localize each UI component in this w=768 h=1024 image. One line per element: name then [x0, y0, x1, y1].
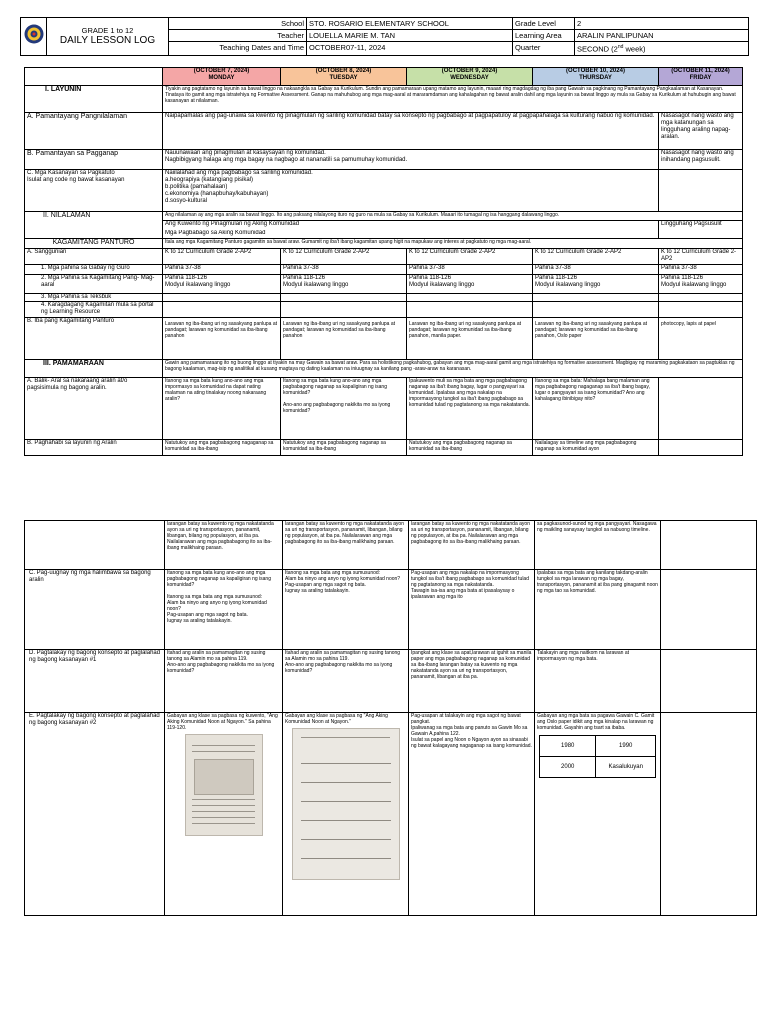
- balik-aral-fri: [659, 378, 743, 440]
- gabay-guro-label: 1. Mga pahina sa Gabay ng Guro: [25, 265, 163, 275]
- balik-aral-wed: Ipakuwento muli sa mga bata ang mga pagbabagong naganap sa iba't ibang bagay, lugar o pangyayari sa komunidad. Ipalabas ang mga nakalap na impormasyong tungkol sa iba't ibang pagbabago sa komunidad tulad ng pagtatanong sa mga nakatatanda.: [407, 378, 533, 440]
- iba-pang-kagamitan-wed: Larawan ng iba-ibang uri ng sasakyang panlupa at pandagat; larawan ng komunidad sa iba-ibang panahon, manila paper.: [407, 318, 533, 360]
- timeline-chart: [539, 735, 656, 778]
- paghahabi-mon: Natutukoy ang mga pagbabagong nagaganap sa komunidad sa iba-ibang: [163, 440, 281, 456]
- pag-uugnay-fri: [661, 570, 757, 650]
- layunin-label: I. LAYUNIN: [25, 86, 163, 113]
- kasanayan-friday: [659, 170, 743, 212]
- pagtalakay-2-fri: [661, 713, 757, 916]
- quarter-label: Quarter: [513, 42, 575, 56]
- nilalaman-topic-2: Mga Pagbabago sa Aking Komunidad: [163, 230, 659, 239]
- sanggunian-wed: K to 12 Curriculum Grade 2-AP2: [407, 249, 533, 265]
- worksheet-photo: [292, 728, 400, 880]
- kagamitang-mag-aaral-thu: Pahina 118-126 Modyul ikalawang linggo: [533, 275, 659, 294]
- kasanayan-text: Naiilalahad ang mga pagbabago sa sariling komunidad. a.heograpiya (katangiang pisikal) b.politika (pamahalaan) c.ekonomiya (hanapbuhay/kabuhayan) d.sosyo-kultural: [163, 170, 659, 212]
- kasanayan-label: C. Mga Kasanayan sa Pagkatuto Isulat ang code ng bawat kasanayan: [25, 170, 163, 212]
- balik-aral-thu: Itanong sa mga bata: Mahalaga bang malaman ang mga pagbabagong nagaganap sa iba't ibang bagay, lugar o pangyayari sa isang komunidad? Ano ang kahalagang ibinibigay nito?: [533, 378, 659, 440]
- pamantayang-pangnilalaman-friday: Nasasagot nang wasto ang mga katanungan sa lingguhang araling napag-aralan.: [659, 113, 743, 150]
- layunin-text: Tiyakin ang pagtatamo ng layunin sa bawat linggo na nakaangkla sa Gabay sa Kurikulum. Sundin ang pamamaraan upang matamo ang layunin, maaari ring magdagdag ng iba pang Gawain sa pagkinang ng Pamantayang Pangkaalaman at Kasanayan. Tinataya ito gamit ang mga istratehiya ng Formative Assessment. Ganap na mahuhubog ang mga mag-aaral at mararamdaman ang kahalagahan ng bawat aralin dahil ang mga layunin sa bawat linggo ay mula sa Gabay sa Kurikulum at huhubugin ang bawat kasanayan at nilalaman.: [163, 86, 743, 113]
- grade-range: GRADE 1 to 12: [81, 25, 134, 35]
- title-cell: [47, 18, 169, 56]
- paghahabi-fri: [659, 440, 743, 456]
- pagtalakay-2-thu-text: Gabayan ang mga bata sa pagawa Gawain C. Gamit ang Oslo paper idikit ang mga kinalap na larawan ng komunidad. Gayahin ang tsart sa ibaba.: [537, 713, 655, 731]
- lesson-table-page2: [24, 520, 757, 916]
- kagamitang-panturo-label: KAGAMITANG PANTURO: [25, 239, 163, 249]
- balik-aral-mon: Itanong sa mga bata kung ano-ano ang mga impormasyo sa komunidad na dapat nating malaman na ating tinalakay noong nakaraang aralin?: [163, 378, 281, 440]
- kagamitang-mag-aaral-mon: Pahina 118-126 Modyul ikalawang linggo: [163, 275, 281, 294]
- textbook-page-photo: [185, 734, 263, 836]
- pamantayan-pagganap-label: B. Pamantayan sa Pagganap: [25, 150, 163, 170]
- nilalaman-label: II. NILALAMAN: [25, 212, 163, 239]
- day-wednesday: (OCTOBER 9, 2024) WEDNESDAY: [407, 68, 533, 86]
- day-friday: (OCTOBER 11, 2024) FRIDAY: [659, 68, 743, 86]
- kagamitang-mag-aaral-label: 2. Mga Pahina sa Kagamitang Pang- Mag-aaral: [25, 275, 163, 294]
- school-label: School: [169, 18, 307, 30]
- pagtalakay-2-tue: [283, 713, 409, 916]
- pag-uugnay-mon: Itanong sa mga bata kung ano-ano ang mga pagbabagong naganap sa kapaligiran ng isang komunidad? Itanong sa mga bata ang mga sumusunod: Alam ba ninyo ang anyo ng iyong komunidad noon? Pag-usapan ang mga sagot ng bata. Iugnay sa araling tatalakayin.: [165, 570, 283, 650]
- paghahabi-tue: Natutukoy ang mga pagbabagong naganap sa komunidad sa iba-ibang: [281, 440, 407, 456]
- pamantayang-pangnilalaman-label: A. Pamantayang Pangnilalaman: [25, 113, 163, 150]
- sanggunian-fri: K to 12 Curriculum Grade 2-AP2: [659, 249, 743, 265]
- teksbuk-label: 3. Mga Pahina sa Teksbuk: [25, 294, 163, 302]
- gabay-guro-thu: Pahina 37-38: [533, 265, 659, 275]
- sanggunian-tue: K to 12 Curriculum Grade 2-AP2: [281, 249, 407, 265]
- timeline-kasalukuyan: Kasalukuyan: [596, 757, 656, 778]
- pamamaraan-note: Gawin ang pamamaraang ito ng buong linggo at tiyakin na may Gawain sa bawat araw. Para sa holistikong pagkahubog, gabayan ang mga mag-aaral gamit ang mga istratehiya ng formative assessment. Magbigay ng maraming pagkakataon sa pagtuklas ng bagong kaalaman, mag-isip ng analitikal at kusang magtaya ng dating kaalaman na iniuugnay sa kanilang pang -araw-araw na karanasan.: [163, 360, 743, 378]
- continuation-tue: larangan batay sa kuwento ng mga nakatatanda ayon sa uri ng transportasyon, pananamit, libangan, bilang ng populasyon, at iba pa. Nailalarawan ang mga pagbabagong ito sa iba-ibang malikhaing paraan.: [283, 521, 409, 570]
- corner-cell: [25, 68, 163, 86]
- lesson-table-page1: [24, 67, 743, 456]
- header-table: [20, 17, 749, 56]
- pagtalakay-2-label: E. Pagtalakay ng bagong konsepto at paglalahad ng bagong kasanayan #2: [25, 713, 165, 916]
- pag-uugnay-tue: Itanong sa mga bata ang mga sumusunod: Alam ba ninyo ang anyo ng iyong komunidad noon? Pag-usapan ang mga sagot ng bata. Iugnay sa araling tatalakayin.: [283, 570, 409, 650]
- continuation-fri: [661, 521, 757, 570]
- teacher-label: Teacher: [169, 30, 307, 42]
- balik-aral-label: A. Balik- Aral sa nakaraang aralin at/o pagsisimula ng bagong aralin.: [25, 378, 163, 440]
- document-title: DAILY LESSON LOG: [59, 34, 156, 46]
- pamantayang-pangnilalaman-text: Naipapamalas ang pag-unawa sa kwento ng pinagmulan ng sariling komunidad batay sa konsepto ng pagbabago at pagpapatuloy at pagpapahalaga sa kulturang nabuo ng komunidad.: [163, 113, 659, 150]
- pagtalakay-1-wed: Ipangkat ang klase sa apat,larawan at iguhit sa manila paper ang mga pagbabagong naganap sa komunidad sa iba-ibang larangan batay sa kuwento ng mga nakatatanda ayon sa uri ng transportasyon, pananamit, libangan at iba pa.: [409, 650, 535, 713]
- pagtalakay-2-mon: [165, 713, 283, 916]
- gabay-guro-tue: Pahina 37-38: [281, 265, 407, 275]
- grade-level-value: 2: [575, 18, 749, 30]
- timeline-1990: 1990: [596, 736, 656, 757]
- pamamaraan-label: III. PAMAMARAAN: [25, 360, 163, 378]
- pag-uugnay-wed: Pag-usapan ang mga nakalap na impormasyong tungkol sa iba't ibang pagbabago sa komunidad tulad ng pagtatanong sa mga nakatatanda. Tawagin isa-isa ang mga bata at ipasalaysay o ipalarawan ang mga ito: [409, 570, 535, 650]
- balik-aral-tue: Itanong sa mga bata kung ano-ano ang mga pagbabagong naganap sa kapaligiran ng isang komunidad? Ano-ano ang pagbabagong nakikita mo sa iyong komunidad?: [281, 378, 407, 440]
- day-monday: (OCTOBER 7, 2024) MONDAY: [163, 68, 281, 86]
- sanggunian-mon: K to 12 Curriculum Grade 2-AP2: [163, 249, 281, 265]
- school-logo-cell: [21, 18, 47, 56]
- iba-pang-kagamitan-mon: Larawan ng iba-ibang uri ng sasakyang panlupa at pandagat; larawan ng komunidad sa iba-ibang panahon: [163, 318, 281, 360]
- nilalaman-topic-1: Ang Kuwento ng Pinagmulan ng Aking Komunidad: [163, 221, 659, 230]
- kagamitang-panturo-note: Itala ang mga Kagamitang Panturo gagamitin sa bawat araw. Gumamit ng iba't ibang kagamitan upang higit na mapukaw ang interes at pagkatuto ng mga mag-aaral.: [163, 239, 743, 249]
- day-tuesday: (OCTOBER 8, 2024) TUESDAY: [281, 68, 407, 86]
- quarter-value: SECOND (2nd week): [575, 42, 749, 56]
- kagamitang-mag-aaral-wed: Pahina 118-126 Modyul ikalawang linggo: [407, 275, 533, 294]
- pagtalakay-1-thu: Talakayin ang mga naitkom na larawan at impormasyon ng mga bata.: [535, 650, 661, 713]
- pagtalakay-1-mon: Itahad ang aralin sa pamamagitan ng susing tanong sa Alamin mo sa pahina 119. Ano-ano ang pagbabagong nakikita mo sa iyong komunidad?: [165, 650, 283, 713]
- grade-level-label: Grade Level: [513, 18, 575, 30]
- learning-area-label: Learning Area: [513, 30, 575, 42]
- pag-uugnay-label: C. Pag-uugnay ng mga halimbawa sa bagong aralin: [25, 570, 165, 650]
- continuation-wed: larangan batay sa kuwento ng mga nakatatanda ayon sa uri ng transportasyon, pananamit, libangan, bilang ng populasyon, at iba pa. Nailalarawan ang mga pagbabagong ito sa iba-ibang malikhaing paraan.: [409, 521, 535, 570]
- pagtalakay-1-fri: [661, 650, 757, 713]
- dates-value: OCTOBER07-11, 2024: [307, 42, 513, 56]
- gabay-guro-wed: Pahina 37-38: [407, 265, 533, 275]
- iba-pang-kagamitan-fri: photocopy, lapis at papel: [659, 318, 743, 360]
- kagamitang-mag-aaral-fri: Pahina 118-126 Modyul ikalawang linggo: [659, 275, 743, 294]
- continuation-label: [25, 521, 165, 570]
- pagtalakay-2-wed: Pag-usapan at talakayin ang mga sagot ng bawat pangkat. Ipaliwanag sa mga bata ang panuto sa Gawin Mo sa Gawain A,pahina 122. Isulat sa papel ang Noon o Ngayon ayon sa sinasabi ng bawat kalagayang nagaganap sa isang komunidad.: [409, 713, 535, 916]
- timeline-2000: 2000: [540, 757, 596, 778]
- pag-uugnay-thu: Ipalabas sa mga bata ang kanilang takdang-aralin tungkol sa mga larawan ng mga bagay, transportasyon, pananamit at iba pang ginagamit noon ng mga tao sa komunidad.: [535, 570, 661, 650]
- pamantayan-pagganap-text: Nauunawaan ang pinagmulan at kasaysayan ng komunidad. Nagbibigyang halaga ang mga bagay na nagbago at nananatili sa pamumuhay komunidad.: [163, 150, 659, 170]
- iba-pang-kagamitan-thu: Larawan ng iba-ibang uri ng sasakyang panlupa at pandagat; larawan ng komunidad sa iba-ibang panahon, Oslo paper: [533, 318, 659, 360]
- pamantayan-pagganap-friday: Nasasagot nang wasto ang inihandang pagsusulit.: [659, 150, 743, 170]
- iba-pang-kagamitan-tue: Larawan ng iba-ibang uri ng sasakyang panlupa at pandagat; larawan ng komunidad sa iba-ibang panahon: [281, 318, 407, 360]
- karagdagang-kagamitan-label: 4. Karagdagang Kagamitan mula sa portal ng Learning Resource: [25, 302, 163, 318]
- paghahabi-thu: Nailalagay sa timeline ang mga pagbabagong naganap sa komunidad ayon: [533, 440, 659, 456]
- iba-pang-kagamitan-label: B. Iba pang Kagamitang Panturo: [25, 318, 163, 360]
- gabay-guro-fri: Pahina 37-38: [659, 265, 743, 275]
- paghahabi-wed: Natutukoy ang mga pagbabagong naganap sa komunidad sa iba-ibang: [407, 440, 533, 456]
- continuation-mon: larangan batay sa kuwento ng mga nakatatanda ayon sa uri ng transportasyon, pananamit, libangan, bilang ng populasyon, at iba pa. Nailalarawan ang mga pagbabagong ito sa iba-ibang malikhaing paraan.: [165, 521, 283, 570]
- nilalaman-friday: Lingguhang Pagsusulit: [659, 221, 743, 239]
- day-thursday: (OCTOBER 10, 2024) THURSDAY: [533, 68, 659, 86]
- kagamitang-mag-aaral-tue: Pahina 118-126 Modyul ikalawang linggo: [281, 275, 407, 294]
- gabay-guro-mon: Pahina 37-38: [163, 265, 281, 275]
- pagtalakay-2-mon-text: Gabayan ang klase sa pagbasa ng kuwento, "Ang Aking Komunidad Noon at Ngayon." Sa pahina 119-120.: [167, 713, 278, 731]
- sanggunian-thu: K to 12 Curriculum Grade 2-AP2: [533, 249, 659, 265]
- paghahabi-label: B. Paghahabi sa layunin ng Aralin: [25, 440, 163, 456]
- sanggunian-label: A. Sanggunian: [25, 249, 163, 265]
- school-value: STO. ROSARIO ELEMENTARY SCHOOL: [307, 18, 513, 30]
- timeline-1980: 1980: [540, 736, 596, 757]
- deped-seal-icon: [24, 24, 44, 44]
- nilalaman-note: Ang nilalaman ay ang mga aralin sa bawat linggo. Ito ang paksang nilalayong ituro ng guro na mula sa Gabay sa Kurikulum. Maaari ito tumagal ng isa hanggang dalawang linggo.: [163, 212, 743, 221]
- pagtalakay-2-thu: [535, 713, 661, 916]
- dates-label: Teaching Dates and Time: [169, 42, 307, 56]
- continuation-thu: sa pagkasunod-sunod ng mga pangyayari. Nasagawa ng maikling sanaysay tungkol sa nabuong timeline.: [535, 521, 661, 570]
- learning-area-value: ARALIN PANLIPUNAN: [575, 30, 749, 42]
- pagtalakay-2-tue-text: Gabayan ang klase sa pagbasa ng "Ang Aking Komunidad Noon at Ngayon.": [285, 713, 388, 725]
- teacher-value: LOUELLA MARIE M. TAN: [307, 30, 513, 42]
- pagtalakay-1-tue: Itahad ang aralin sa pamamagitan ng susing tanong sa Alamin mo sa pahina 119. Ano-ano ang pagbabagong nakikita mo sa iyong komunidad?: [283, 650, 409, 713]
- pagtalakay-1-label: D. Pagtalakay ng bagong konsepto at paglalahad ng bagong kasanayan #1: [25, 650, 165, 713]
